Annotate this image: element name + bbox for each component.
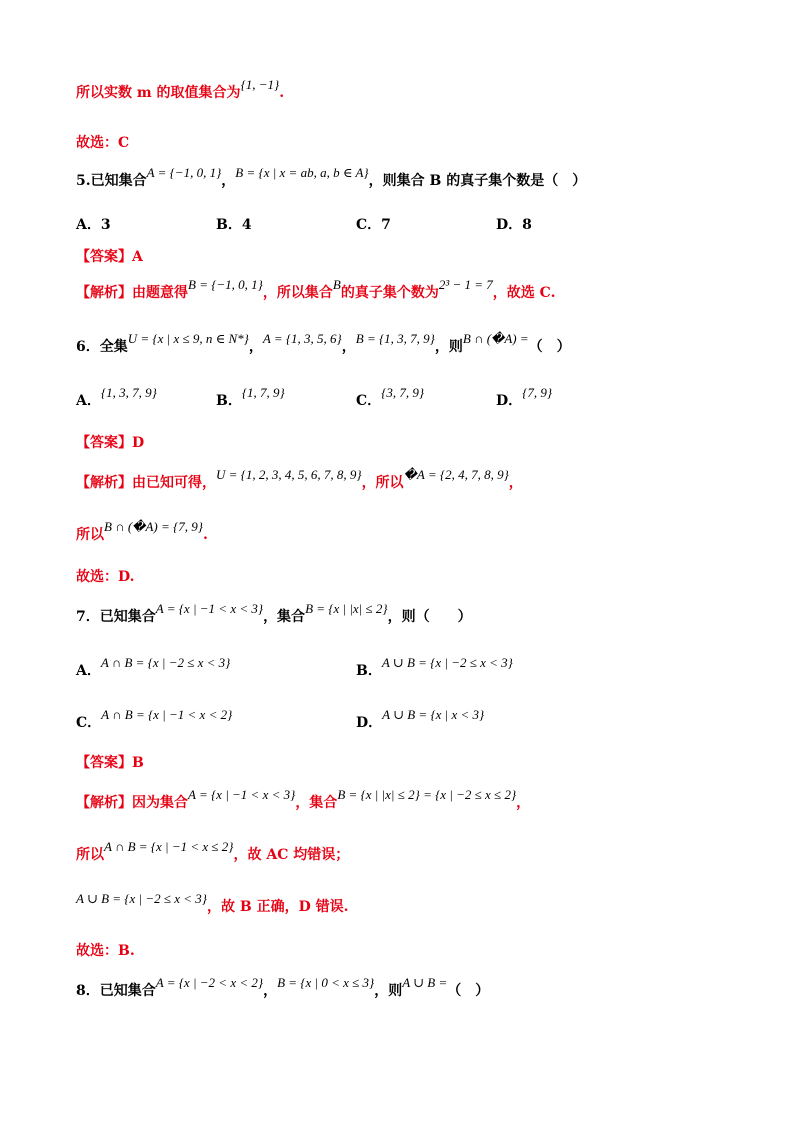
- text-line-l12: [76, 566, 135, 586]
- choice-label: C．: [356, 393, 382, 409]
- choice-option: [356, 214, 391, 234]
- text-run: ，则: [434, 339, 463, 355]
- text-run: ，故选 C.: [492, 285, 556, 301]
- choice-option: [76, 214, 111, 234]
- math-expression: B = {x | x = ab, a, b ∈ A}: [235, 165, 369, 180]
- choice-label: D．: [496, 393, 523, 409]
- text-run: 【答案】B: [76, 755, 144, 771]
- choice-option: [356, 385, 425, 410]
- choice-option: [356, 707, 485, 732]
- choice-label: A．: [76, 393, 101, 409]
- text-line-l20: [76, 940, 135, 960]
- choice-math: A ∪ B = {x | −2 ≤ x < 3}: [381, 655, 513, 670]
- math-expression: A = {1, 3, 5, 6}: [262, 331, 342, 346]
- text-run: 【答案】A: [76, 249, 143, 265]
- text-run: 所以实数 m 的取值集合为: [76, 85, 241, 101]
- choice-option: [216, 385, 285, 410]
- text-line-l19: [76, 891, 349, 916]
- text-line-l21: [76, 975, 490, 1000]
- text-line-l11: [76, 519, 208, 544]
- math-expression: 2³ − 1 = 7: [438, 277, 493, 292]
- choice-math: A ∩ B = {x | −1 < x < 2}: [101, 707, 233, 722]
- choice-option: [356, 655, 513, 680]
- text-line-l16: [76, 752, 144, 772]
- choice-math: {7, 9}: [522, 385, 553, 400]
- choice-option: [496, 385, 553, 410]
- math-expression: A ∩ B = {x | −1 < x ≤ 2}: [104, 839, 234, 854]
- text-run: ，: [508, 475, 523, 491]
- math-expression: B = {x | 0 < x ≤ 3}: [277, 975, 375, 990]
- text-run: ，: [341, 339, 356, 355]
- text-run: .: [279, 85, 285, 101]
- choice-text: 4: [241, 217, 252, 233]
- math-expression: A ∪ B = {x | −2 ≤ x < 3}: [76, 891, 208, 906]
- text-run: 故选：D.: [76, 569, 135, 585]
- text-run: ，故 B 正确，D 错误.: [207, 899, 349, 915]
- choice-label: B．: [216, 217, 242, 233]
- math-expression: B = {x | |x| ≤ 2}: [305, 601, 388, 616]
- math-expression: U = {1, 2, 3, 4, 5, 6, 7, 8, 9}: [216, 467, 362, 482]
- text-line-l10: [76, 467, 523, 492]
- text-run: ，集合: [295, 795, 338, 811]
- text-run: 所以: [76, 527, 104, 543]
- text-run: 故选：C: [76, 135, 130, 151]
- math-expression: B = {1, 3, 7, 9}: [355, 331, 435, 346]
- math-expression: B: [332, 277, 341, 292]
- math-expression: B ∩ (�A) = {7, 9}: [104, 519, 203, 534]
- math-expression: A = {x | −2 < x < 2}: [155, 975, 264, 990]
- text-line-l3: [76, 165, 587, 190]
- choice-math: {3, 7, 9}: [381, 385, 425, 400]
- math-expression: B ∩ (�A) =: [462, 331, 529, 346]
- choice-option: [76, 707, 233, 732]
- math-expression: B = {−1, 0, 1}: [188, 277, 263, 292]
- text-run: ，集合: [263, 609, 306, 625]
- text-run: 的真子集个数为: [340, 285, 439, 301]
- text-run: .: [202, 527, 208, 543]
- math-expression: A = {−1, 0, 1}: [146, 165, 222, 180]
- choice-math: {1, 7, 9}: [241, 385, 285, 400]
- text-run: ，: [248, 339, 263, 355]
- math-expression: A ∪ B =: [402, 975, 448, 990]
- choice-option: [496, 214, 532, 234]
- text-line-l17: [76, 787, 531, 812]
- text-line-l6: [76, 277, 556, 302]
- choice-label: C．: [76, 715, 102, 731]
- text-run: ，则集合 B 的真子集个数是（ ）: [368, 173, 587, 189]
- text-run: 8．已知集合: [76, 983, 156, 999]
- choice-label: D．: [356, 715, 383, 731]
- text-run: ，所以: [361, 475, 404, 491]
- choice-label: A．: [76, 217, 101, 233]
- choice-option: [76, 385, 157, 410]
- choice-label: C．: [356, 217, 382, 233]
- choice-math: {1, 3, 7, 9}: [100, 385, 157, 400]
- text-run: ，则: [374, 983, 403, 999]
- math-expression: A = {x | −1 < x < 3}: [188, 787, 296, 802]
- text-run: 故选：B.: [76, 943, 135, 959]
- choice-option: [216, 214, 252, 234]
- choice-math: A ∩ B = {x | −2 ≤ x < 3}: [100, 655, 231, 670]
- text-run: 5.已知集合: [76, 173, 147, 189]
- text-run: 【答案】D: [76, 435, 145, 451]
- text-line-l2: [76, 132, 129, 152]
- text-run: （ ）: [528, 339, 571, 355]
- math-expression: {1, −1}: [240, 77, 280, 92]
- text-run: ，所以集合: [262, 285, 333, 301]
- math-expression: �A = {2, 4, 7, 8, 9}: [403, 467, 509, 482]
- text-run: ，: [263, 983, 278, 999]
- text-run: 7．已知集合: [76, 609, 156, 625]
- math-expression: B = {x | |x| ≤ 2} = {x | −2 ≤ x ≤ 2}: [337, 787, 517, 802]
- text-line-l18: [76, 839, 350, 864]
- text-run: ，: [516, 795, 531, 811]
- text-line-l7: [76, 331, 571, 356]
- choice-option: [76, 655, 231, 680]
- math-expression: A = {x | −1 < x < 3}: [155, 601, 264, 616]
- choice-text: 8: [522, 217, 532, 233]
- text-run: ，: [221, 173, 236, 189]
- text-line-l9: [76, 432, 144, 452]
- text-run: 【解析】因为集合: [76, 795, 188, 811]
- text-line-l5: [76, 246, 143, 266]
- text-run: （ ）: [447, 983, 490, 999]
- choice-text: 7: [381, 217, 391, 233]
- text-run: ，故 AC 均错误；: [233, 847, 350, 863]
- choice-label: A．: [76, 663, 101, 679]
- text-run: ，则（ ）: [387, 609, 472, 625]
- choice-label: B．: [216, 393, 242, 409]
- choice-text: 3: [100, 217, 111, 233]
- math-expression: U = {x | x ≤ 9, n ∈ N*}: [127, 331, 249, 346]
- text-line-l1: [76, 77, 285, 102]
- text-run: 6．全集: [76, 339, 128, 355]
- text-run: 【解析】由题意得: [76, 285, 188, 301]
- text-run: 【解析】由已知可得，: [76, 475, 216, 491]
- choice-label: D．: [496, 217, 523, 233]
- text-run: 所以: [76, 847, 104, 863]
- choice-math: A ∪ B = {x | x < 3}: [382, 707, 485, 722]
- text-line-l13: [76, 601, 472, 626]
- choice-label: B．: [356, 663, 382, 679]
